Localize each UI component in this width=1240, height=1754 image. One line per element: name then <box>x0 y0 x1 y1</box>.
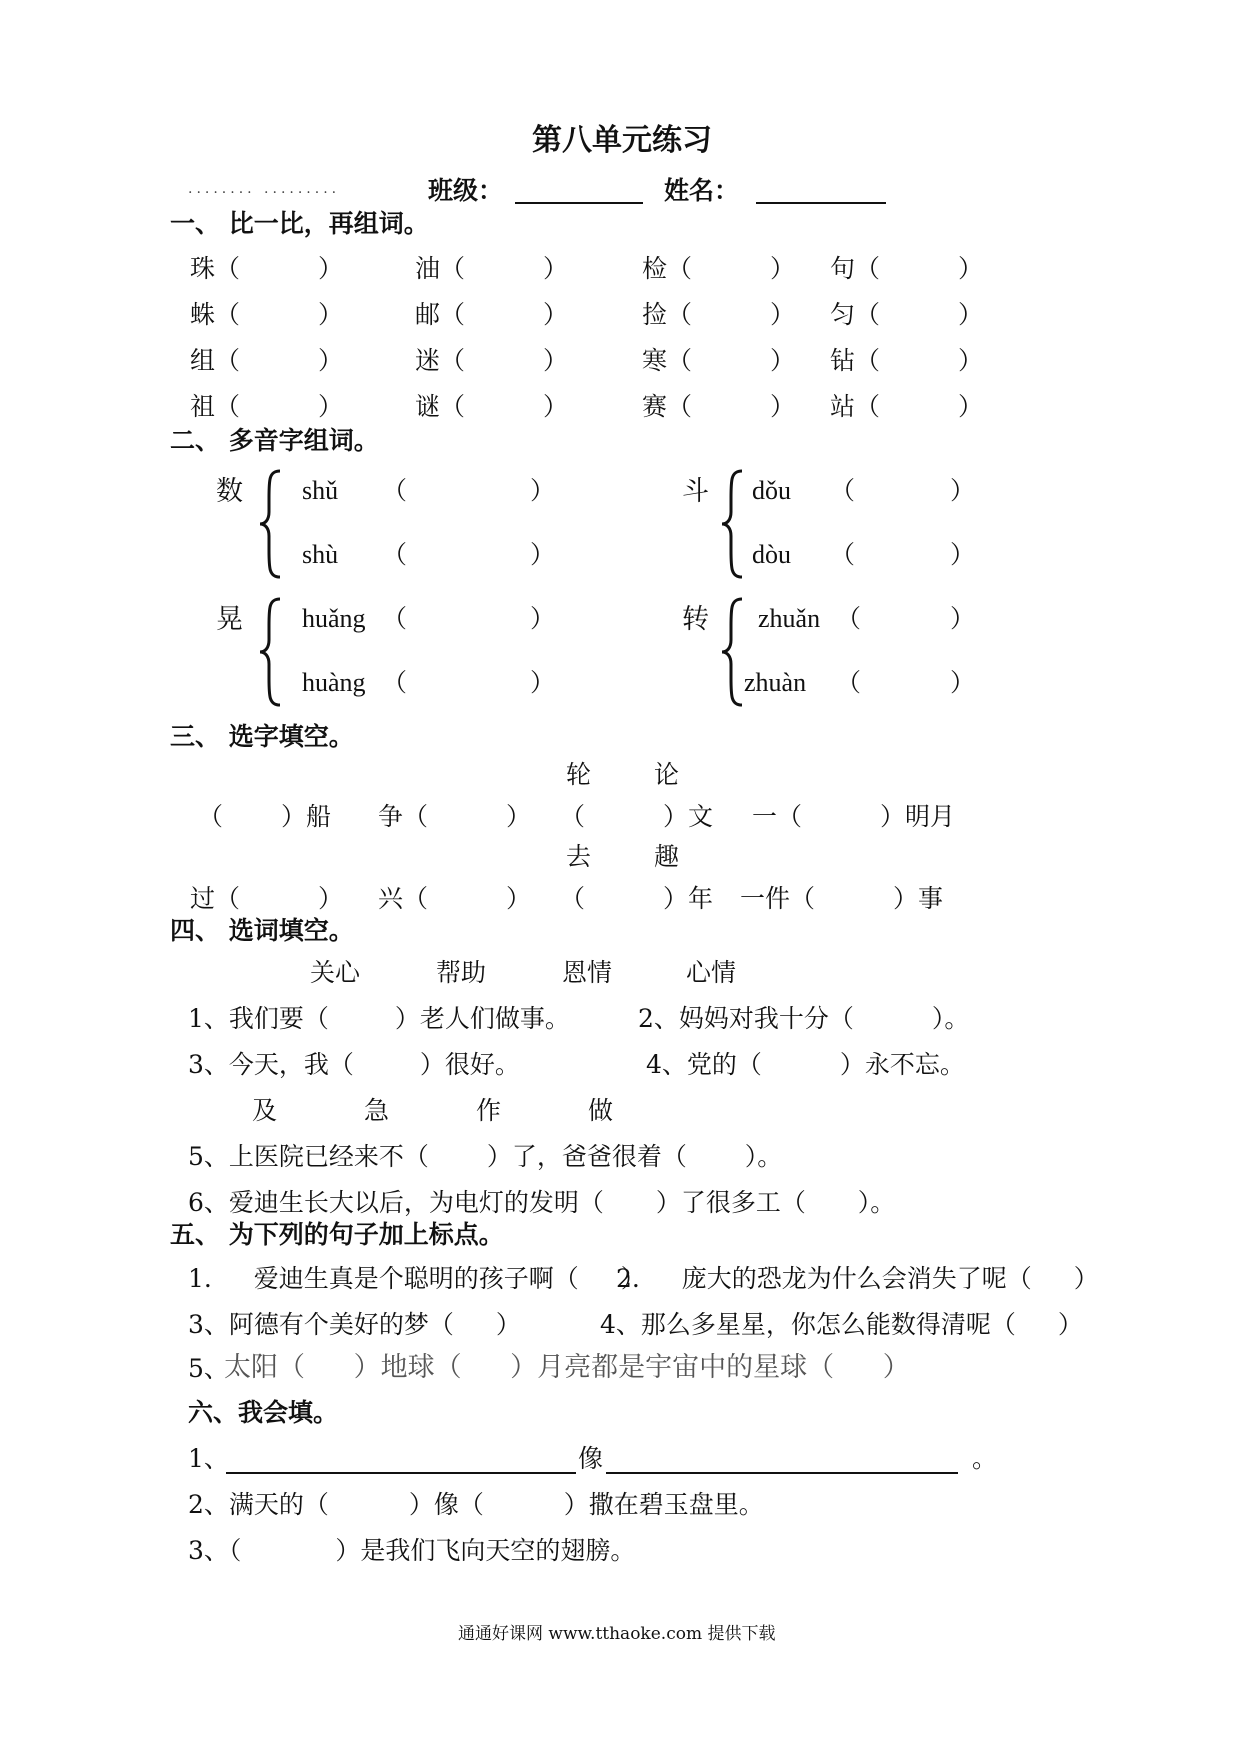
polyphone-char: 转 <box>682 604 709 635</box>
brace-icon <box>720 596 746 708</box>
polyphone-char: 晃 <box>216 604 243 635</box>
paren-close: ） <box>950 604 976 633</box>
compare-item[interactable]: 迷（ ） <box>415 346 568 375</box>
fill-item[interactable]: （ ）年 <box>560 884 713 913</box>
question[interactable]: 2、妈妈对我十分（ ）。 <box>638 1004 970 1033</box>
option-char: 趣 <box>654 842 680 871</box>
word-option: 关心 <box>310 958 361 987</box>
q1-like: 像 <box>578 1444 604 1473</box>
section-6-heading: 六、我会填。 <box>188 1398 339 1427</box>
question-number: 5、 <box>188 1354 229 1383</box>
fill-item[interactable]: （ ）文 <box>560 802 713 831</box>
section-5-heading: 五、 为下列的句子加上标点。 <box>170 1220 504 1249</box>
polyphone-char: 斗 <box>682 476 709 507</box>
compare-item[interactable]: 站（ ） <box>830 392 983 421</box>
fill-item[interactable]: 兴（ ） <box>378 884 531 913</box>
word-option: 做 <box>588 1096 614 1125</box>
paren-open: （ <box>382 476 408 505</box>
compare-item[interactable]: 捡（ ） <box>642 300 795 329</box>
pinyin: dǒu <box>752 476 791 505</box>
question[interactable]: 2、满天的（ ）像（ ）撒在碧玉盘里。 <box>188 1490 764 1519</box>
section-3-heading: 三、 选字填空。 <box>170 722 354 751</box>
pinyin: huàng <box>302 668 366 697</box>
compare-item[interactable]: 谜（ ） <box>415 392 568 421</box>
header-dots: ........ ......... <box>188 181 341 197</box>
question[interactable]: 3、今天，我（ ）很好。 <box>188 1050 520 1079</box>
fill-item[interactable]: 过（ ） <box>190 884 343 913</box>
compare-item[interactable]: 检（ ） <box>642 254 795 283</box>
pinyin: dòu <box>752 540 791 569</box>
brace-icon <box>258 468 284 580</box>
paren-close: ） <box>530 540 556 569</box>
pinyin: huǎng <box>302 604 366 633</box>
section-4-heading: 四、 选词填空。 <box>170 916 354 945</box>
question[interactable]: 4、那么多星星，你怎么能数得清呢（ ） <box>600 1310 1083 1339</box>
word-option: 急 <box>364 1096 390 1125</box>
blank-line[interactable] <box>226 1446 576 1474</box>
footer-text: 通通好课网 www.tthaoke.com 提供下载 <box>458 1624 776 1644</box>
compare-item[interactable]: 寒（ ） <box>642 346 795 375</box>
question[interactable]: 1、我们要（ ）老人们做事。 <box>188 1004 570 1033</box>
word-option: 帮助 <box>436 958 487 987</box>
question[interactable]: 太阳（ ）地球（ ）月亮都是宇宙中的星球（ ） <box>224 1352 910 1383</box>
paren-close: ） <box>530 668 556 697</box>
name-blank[interactable] <box>756 178 886 204</box>
compare-item[interactable]: 匀（ ） <box>830 300 983 329</box>
paren-open: （ <box>382 540 408 569</box>
fill-item[interactable]: （ ）船 <box>198 802 331 831</box>
paren-close: ） <box>950 668 976 697</box>
name-label: 姓名： <box>664 176 740 205</box>
paren-open: （ <box>830 540 856 569</box>
polyphone-char: 数 <box>216 476 243 507</box>
paren-open: （ <box>382 604 408 633</box>
word-option: 心情 <box>686 958 737 987</box>
page-title: 第八单元练习 <box>532 123 712 158</box>
paren-open: （ <box>836 668 862 697</box>
word-option: 作 <box>476 1096 502 1125</box>
paren-open: （ <box>830 476 856 505</box>
compare-item[interactable]: 组（ ） <box>190 346 343 375</box>
fill-item[interactable]: 一（ ）明月 <box>752 802 955 831</box>
pinyin: shǔ <box>302 476 339 505</box>
paren-close: ） <box>530 476 556 505</box>
question[interactable]: 3、（ ）是我们飞向天空的翅膀。 <box>188 1536 636 1565</box>
option-char: 去 <box>566 842 592 871</box>
pinyin: zhuàn <box>744 668 807 697</box>
pinyin: zhuǎn <box>758 604 821 633</box>
compare-item[interactable]: 钻（ ） <box>830 346 983 375</box>
question[interactable]: 1. 爱迪生真是个聪明的孩子啊（ ） <box>188 1264 646 1293</box>
blank-line[interactable] <box>606 1446 958 1474</box>
word-option: 及 <box>252 1096 278 1125</box>
compare-item[interactable]: 油（ ） <box>415 254 568 283</box>
option-char: 轮 <box>566 760 592 789</box>
q1-end: 。 <box>972 1444 998 1473</box>
section-2-heading: 二、 多音字组词。 <box>170 426 379 455</box>
compare-item[interactable]: 句（ ） <box>830 254 983 283</box>
option-char: 论 <box>654 760 680 789</box>
question[interactable]: 4、党的（ ）永不忘。 <box>646 1050 965 1079</box>
brace-icon <box>720 468 746 580</box>
paren-close: ） <box>950 476 976 505</box>
question[interactable]: 6、爱迪生长大以后，为电灯的发明（ ）了很多工（ ）。 <box>188 1188 896 1217</box>
fill-item[interactable]: 一件（ ）事 <box>740 884 943 913</box>
word-option: 恩情 <box>562 958 613 987</box>
class-label: 班级： <box>428 176 504 205</box>
section-1-heading: 一、 比一比，再组词。 <box>170 209 429 238</box>
compare-item[interactable]: 珠（ ） <box>190 254 343 283</box>
pinyin: shù <box>302 540 339 569</box>
question[interactable]: 2. 庞大的恐龙为什么会消失了呢（ ） <box>616 1264 1099 1293</box>
paren-close: ） <box>950 540 976 569</box>
question[interactable]: 5、上医院已经来不（ ）了，爸爸很着（ ）。 <box>188 1142 783 1171</box>
paren-open: （ <box>836 604 862 633</box>
fill-item[interactable]: 争（ ） <box>378 802 531 831</box>
question-number: 1、 <box>188 1444 229 1473</box>
compare-item[interactable]: 赛（ ） <box>642 392 795 421</box>
compare-item[interactable]: 邮（ ） <box>415 300 568 329</box>
brace-icon <box>258 596 284 708</box>
paren-open: （ <box>382 668 408 697</box>
compare-item[interactable]: 祖（ ） <box>190 392 343 421</box>
class-blank[interactable] <box>515 178 643 204</box>
paren-close: ） <box>530 604 556 633</box>
question[interactable]: 3、阿德有个美好的梦（ ） <box>188 1310 521 1339</box>
compare-item[interactable]: 蛛（ ） <box>190 300 343 329</box>
